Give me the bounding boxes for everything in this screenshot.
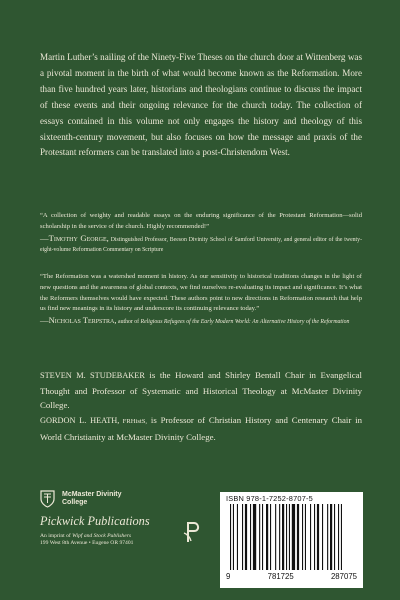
endorser-name: —Nicholas Terpstra,: [40, 315, 117, 326]
isbn-label: ISBN 978-1-7252-8707-5: [226, 494, 313, 503]
endorsement-quote: “The Reformation was a watershed moment in history. As our sensitivity to historical traditions changes in the light of new questions and the awareness of global contexts, we find ourselves re-evaluating its impact and significance. It’s what the Reformers themselves would have expected. These authors point to new directions in Reformation research that help us find new meanings in its history and underscore its continuing relevance today.”: [40, 273, 362, 313]
college-name: McMaster Divinity College: [62, 490, 122, 506]
publisher-address: 199 West 8th Avenue • Eugene OR 97401: [40, 540, 134, 547]
imprint-details: [40, 533, 133, 548]
author-bio-heath: [40, 413, 362, 444]
author-bio-text: is the Howard and Shirley Bentall Chair in Evangelical Thought and Professor of Systematic and Historical Theology at McMaster Divinity College.: [40, 370, 362, 411]
imprint-line: An imprint of Wipf and Stock Publishers: [40, 533, 132, 539]
endorser-credentials: Distinguished Professor, Beeson Divinity School of Samford University, and general editor of the twenty-eight-volume Reformation Commentary on Scripture: [40, 236, 362, 254]
barcode: [220, 492, 363, 588]
author-name: GORDON L. HEATH,: [40, 416, 120, 425]
mcmaster-logo: [40, 490, 122, 508]
author-bio-text: is Professor of Christian History and Centenary Chair in World Christianity at McMaster Divinity College.: [40, 415, 362, 442]
author-bio-studebaker: [40, 368, 362, 413]
barcode-bars: [220, 504, 363, 572]
endorser-name: —Timothy George,: [40, 232, 109, 243]
endorsement-terpstra: [40, 272, 362, 328]
endorsement-quote: “A collection of weighty and readable essays on the enduring significance of the Protestant Reformation—solid scholarship in the service of the church. Highly recommended!”: [40, 212, 362, 230]
pickwick-p-logo-icon: [181, 520, 205, 544]
crest-icon: [40, 490, 55, 508]
book-description: Martin Luther’s nailing of the Ninety-Five Theses on the church door at Wittenberg was a pivotal moment in the birth of what would become known as the Reformation. More than five hundred years later, historians and theologians continue to discuss the impact of these events and their ongoing relevance for the church today. The collection of essays contained in this volume not only engages the history and theology of this sixteenth-century movement, but also focuses on how the message and praxis of the Protestant reformers can be translated into a post-Christendom West.: [40, 52, 362, 158]
endorser-credentials-prefix: author of: [116, 319, 141, 326]
endorser-book-title: Religious Refugees of the Early Modern World: An Alternative History of the Reformation: [140, 319, 350, 326]
author-name: STEVEN M. STUDEBAKER: [40, 371, 145, 380]
endorsement-george: [40, 211, 362, 256]
author-credential: FRHistS,: [119, 418, 148, 425]
barcode-digits: 9 781725 287075: [226, 572, 357, 581]
imprint-name: Pickwick Publications: [40, 514, 150, 528]
